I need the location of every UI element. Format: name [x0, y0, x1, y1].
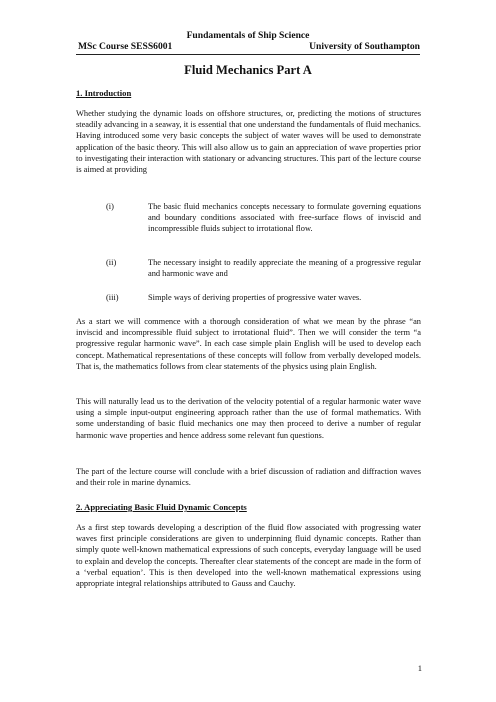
list-item-number: (ii): [106, 258, 117, 267]
header-rule: [76, 54, 420, 55]
section-heading-concepts: 2. Appreciating Basic Fluid Dynamic Concepts: [76, 502, 247, 512]
course-title: Fundamentals of Ship Science: [186, 30, 310, 41]
body-paragraph: The part of the lecture course will conclude with a brief discussion of radiation and diffraction waves and their role in marine dynamics.: [76, 467, 421, 488]
list-item-text: The basic fluid mechanics concepts necessary to formulate governing equations and boundary conditions associated with free-surface flows of inviscid and incompressible fluids subject to irrotational flow.: [148, 202, 421, 234]
body-paragraph: As a first step towards developing a description of the fluid flow associated with progressing water waves first principle considerations are given to underpinning fluid dynamic concepts. Rather than simply quote well-known mathematical expressions of such concepts, everyday language will be used to explain and develop the concepts. Thereafter clear statements of the concept are made in the form of a ‘verbal equation’. This is then developed into the well-known mathematical expressions using appropriate integral relationships attributed to Gauss and Cauchy.: [76, 523, 421, 589]
page-number: 1: [417, 663, 422, 673]
document-title: Fluid Mechanics Part A: [184, 63, 312, 77]
course-code: MSc Course SESS6001: [78, 41, 173, 52]
university-name: University of Southampton: [309, 41, 420, 52]
list-item-text: Simple ways of deriving properties of progressive water waves.: [148, 293, 362, 302]
body-paragraph: As a start we will commence with a thorough consideration of what we mean by the phrase “an inviscid and incompressible fluid subject to irrotational fluid”. Then we will consider the term “a progressive regular harmonic wave”. In each case simple plain English will be used to develop each concept. Mathematical representations of these concepts will follow from verbally developed models. That is, the mathematics follows from clear statements of the physics using plain English.: [76, 317, 421, 371]
list-item-text: The necessary insight to readily appreciate the meaning of a progressive regular and harmonic wave and: [148, 258, 421, 279]
header-row: [78, 41, 420, 53]
intro-paragraph: Whether studying the dynamic loads on offshore structures, or, predicting the motions of structures steadily advancing in a seaway, it is essential that one understand the fundamentals of fluid mechanics. Having introduced some very basic concepts the subject of water waves will be used to demonstrate application of the basic theory. This will also allow us to gain an appreciation of wave properties prior to investigating their interaction with stationary or advancing structures. This part of the lecture course is aimed at providing: [76, 109, 421, 175]
body-paragraph: This will naturally lead us to the derivation of the velocity potential of a regular harmonic water wave using a simple input-output engineering approach rather than the use of formal mathematics. With some understanding of basic fluid mechanics one may then proceed to derive a number of regular harmonic wave properties and hence address some relevant fun questions.: [76, 397, 421, 440]
list-item-number: (iii): [106, 293, 119, 302]
section-heading-introduction: 1. Introduction: [76, 88, 132, 98]
list-item-number: (i): [106, 202, 114, 211]
